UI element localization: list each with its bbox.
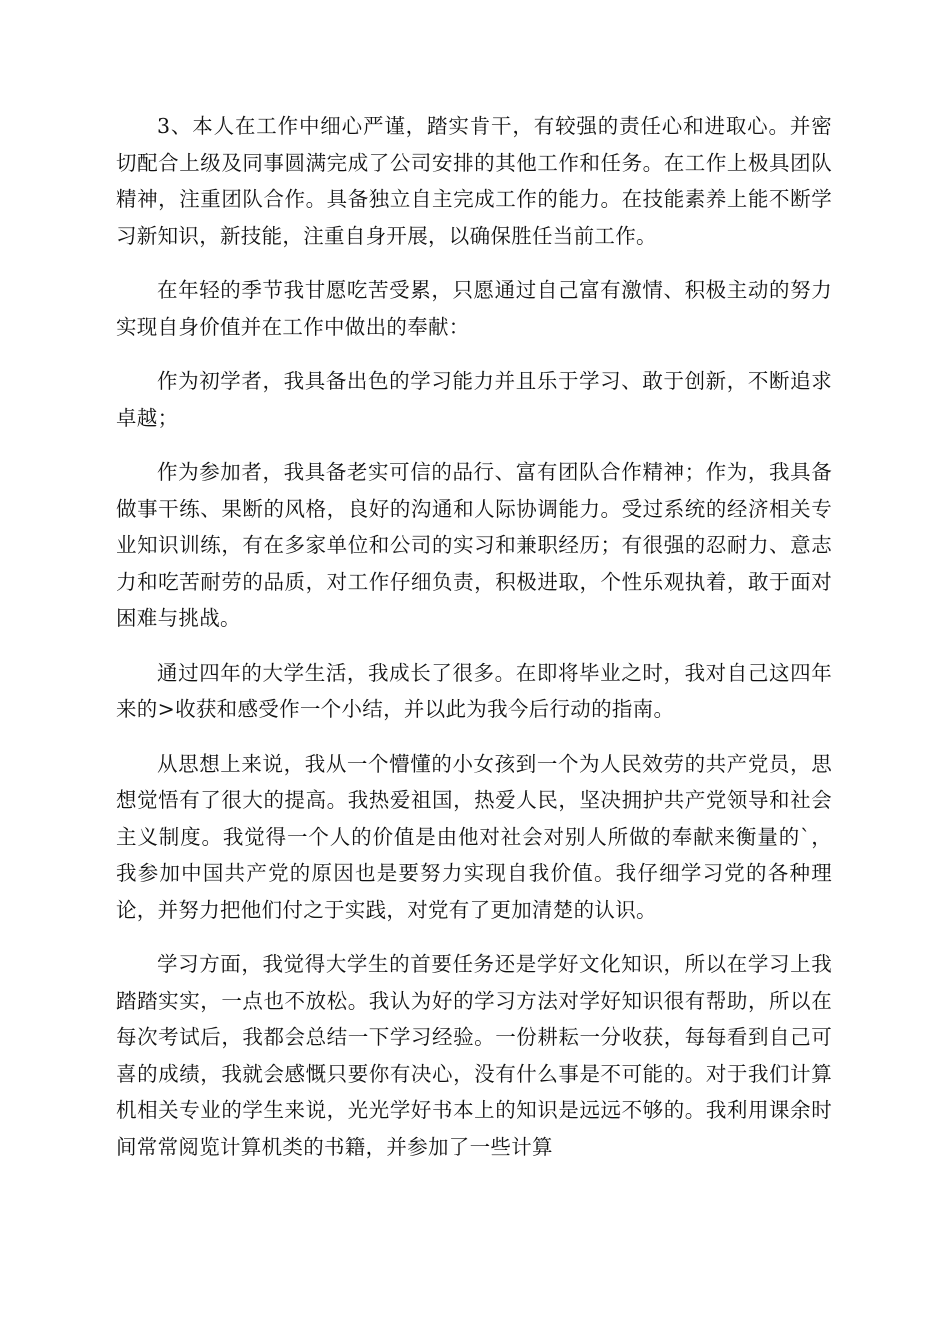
paragraph-four-years-summary: 通过四年的大学生活，我成长了很多。在即将毕业之时，我对自己这四年来的>收获和感受作一个小结，并以此为我今后行动的指南。 xyxy=(116,660,832,721)
paragraph-youth-dedication: 在年轻的季节我甘愿吃苦受累，只愿通过自己富有激情、积极主动的努力实现自身价值并在工作中做出的奉献： xyxy=(116,278,832,339)
paragraph-self-assessment: 3、本人在工作中细心严谨，踏实肯干，有较强的责任心和进取心。并密切配合上级及同事圆满完成了公司安排的其他工作和任务。在工作上极具团队精神，注重团队合作。具备独立自主完成工作的能力。在技能素养上能不断学习新知识，新技能，注重自身开展，以确保胜任当前工作。 xyxy=(116,114,832,248)
paragraph-study: 学习方面，我觉得大学生的首要任务还是学好文化知识，所以在学习上我踏踏实实，一点也不放松。我认为好的学习方法对学好知识很有帮助，所以在每次考试后，我都会总结一下学习经验。一份耕耘一分收获，每每看到自己可喜的成绩，我就会感慨只要你有决心，没有什么事是不可能的。对于我们计算机相关专业的学生来说，光光学好书本上的知识是远远不够的。我利用课余时间常常阅览计算机类的书籍，并参加了一些计算 xyxy=(116,952,832,1159)
paragraph-as-participant: 作为参加者，我具备老实可信的品行、富有团队合作精神；作为，我具备做事干练、果断的风格，良好的沟通和人际协调能力。受过系统的经济相关专业知识训练，有在多家单位和公司的实习和兼职经历；有很强的忍耐力、意志力和吃苦耐劳的品质，对工作仔细负责，积极进取，个性乐观执着，敢于面对困难与挑战。 xyxy=(116,460,832,630)
paragraph-ideology: 从思想上来说，我从一个懵懂的小女孩到一个为人民效劳的共产党员，思想觉悟有了很大的提高。我热爱祖国，热爱人民，坚决拥护共产党领导和社会主义制度。我觉得一个人的价值是由他对社会对别人所做的奉献来衡量的`，我参加中国共产党的原因也是要努力实现自我价值。我仔细学习党的各种理论，并努力把他们付之于实践，对党有了更加清楚的认识。 xyxy=(116,751,832,922)
document-page xyxy=(116,108,832,1183)
paragraph-as-beginner: 作为初学者，我具备出色的学习能力并且乐于学习、敢于创新，不断追求卓越； xyxy=(116,369,832,430)
